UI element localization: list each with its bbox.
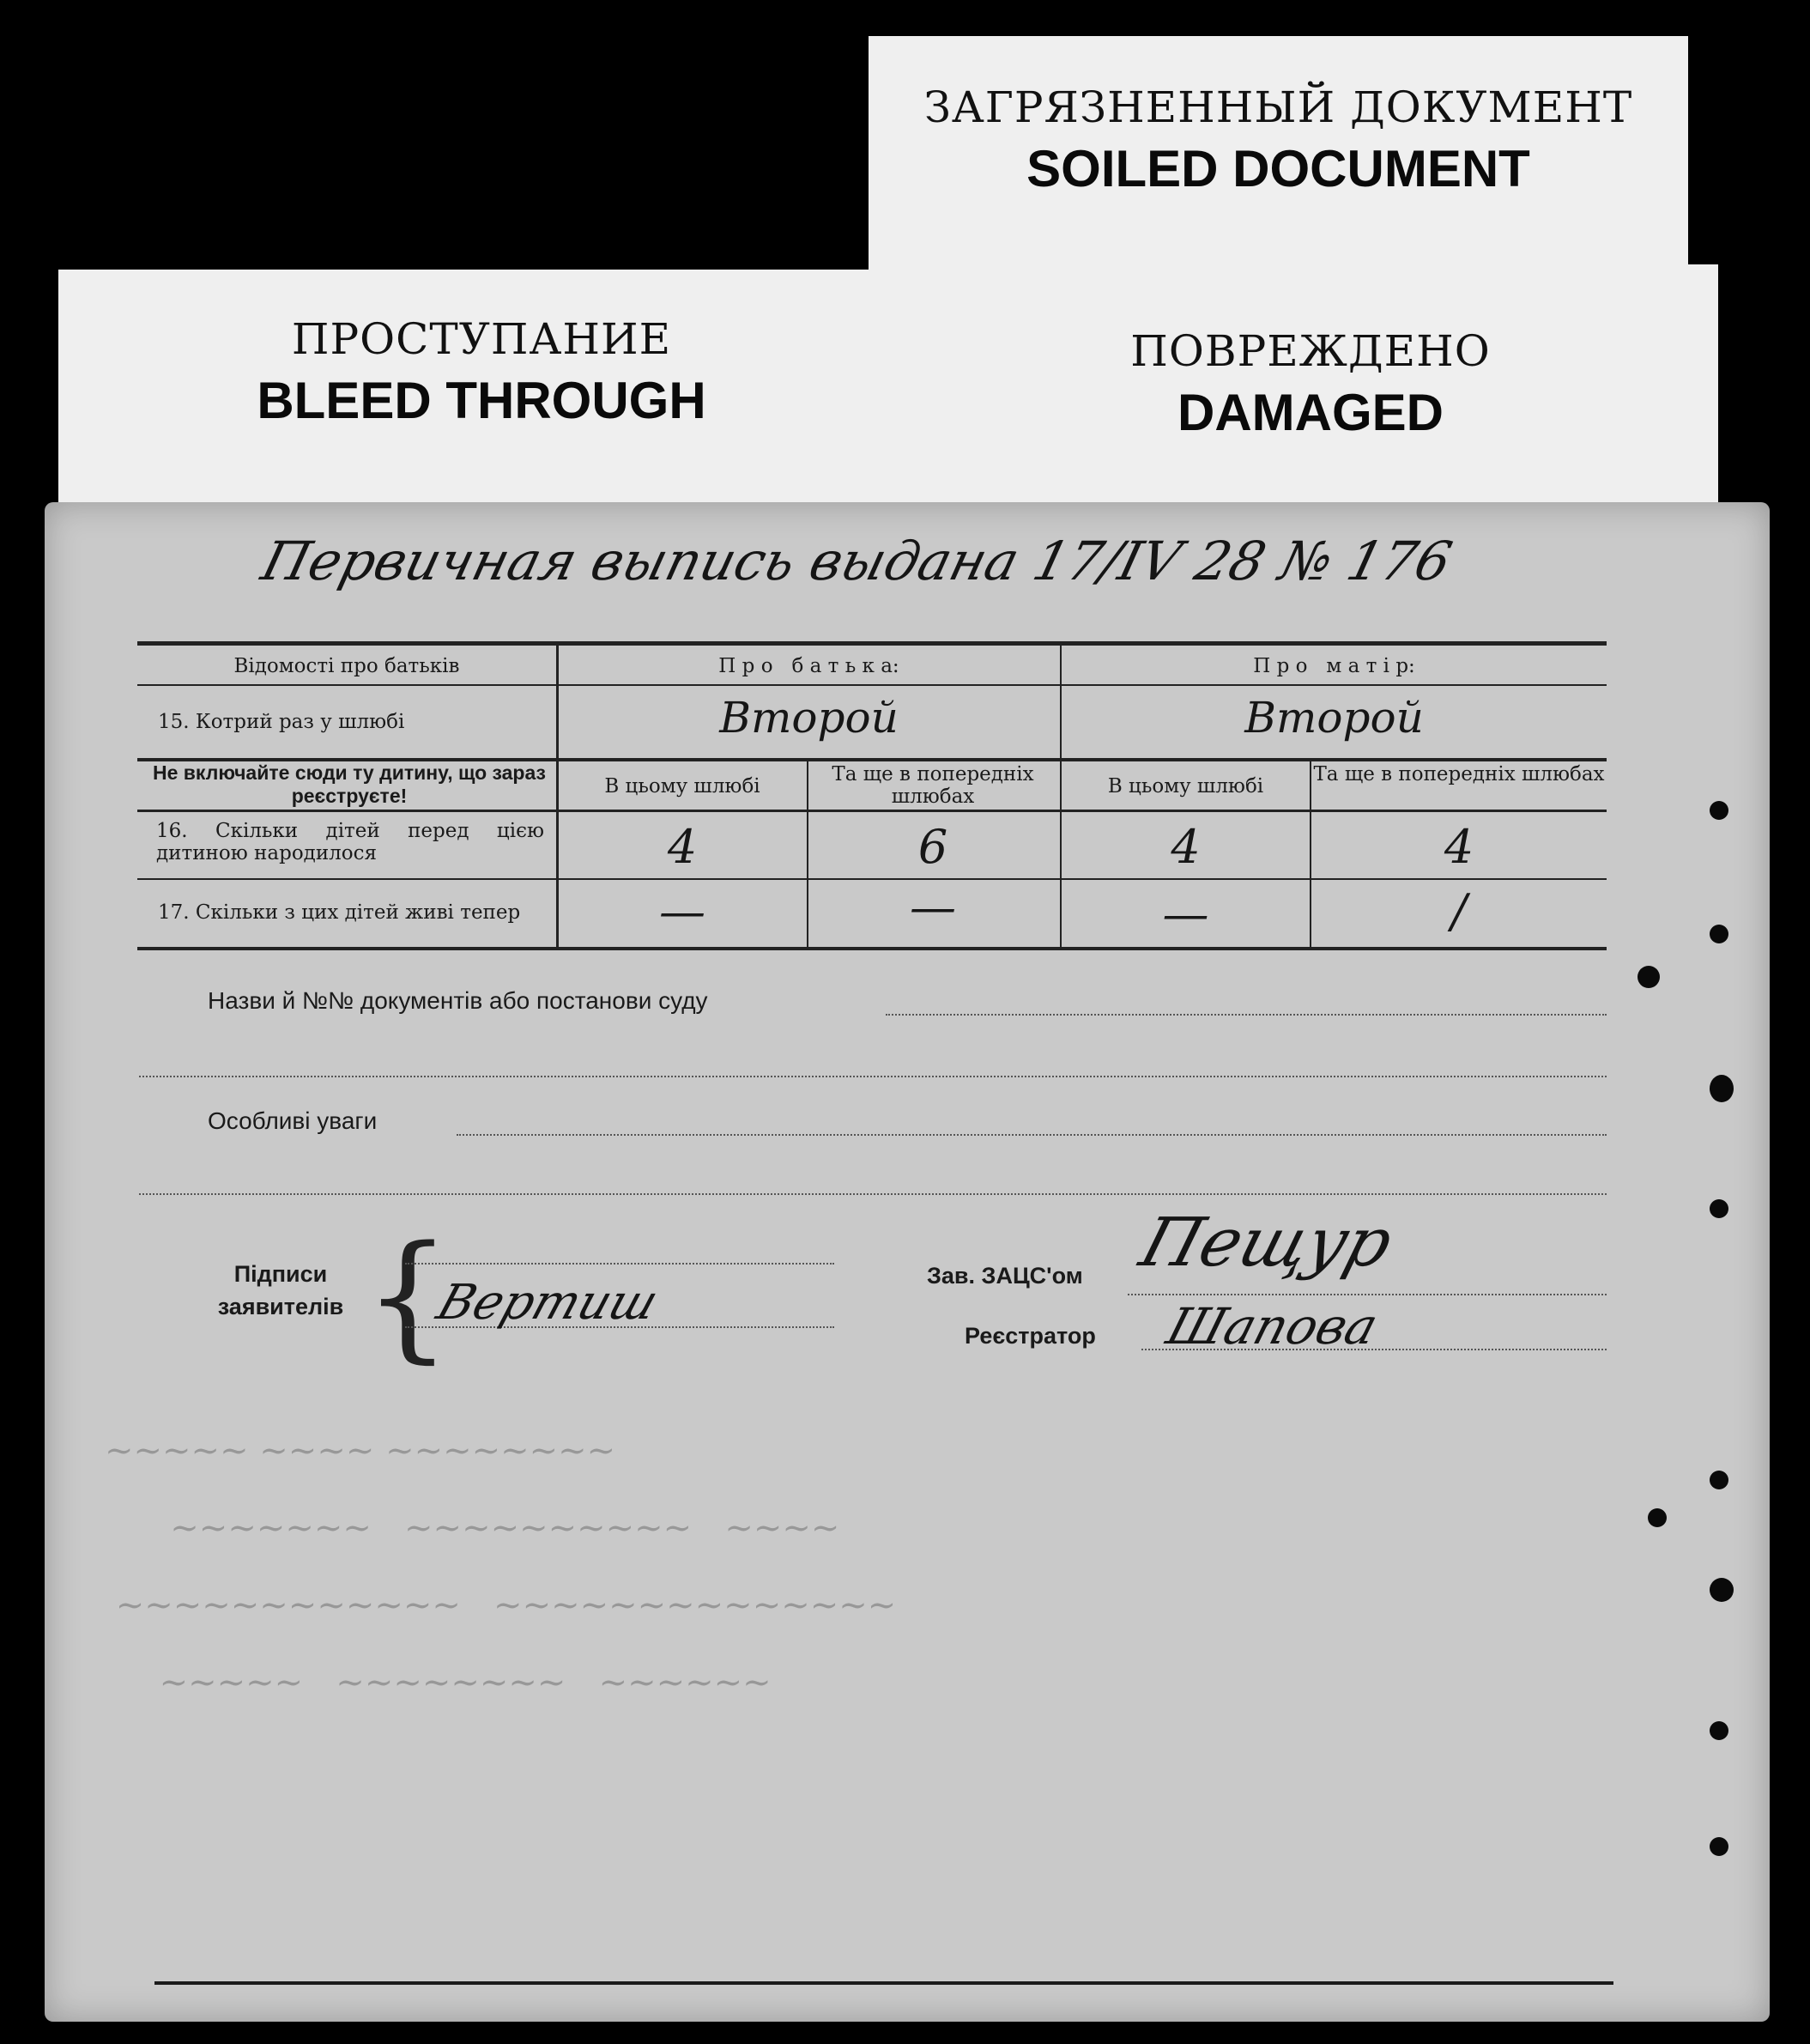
row16-father-previous: 6 xyxy=(917,820,948,874)
bleed-tag-en: BLEED THROUGH xyxy=(257,372,706,429)
registration-form-sheet xyxy=(45,502,1770,2022)
table-top-rule xyxy=(137,641,1607,646)
bleed-tag-ru: ПРОСТУПАНИЕ xyxy=(291,314,672,364)
row16-label: 16. Скільки дітей перед цією дитиною народилося xyxy=(156,820,544,864)
row17-father-this: — xyxy=(659,884,705,938)
remarks-label: Особливі уваги xyxy=(208,1107,378,1134)
header-parents-info: Відомості про батьків xyxy=(233,655,460,677)
soiled-document-tag xyxy=(869,36,1688,285)
registrar-line xyxy=(1141,1349,1607,1350)
row15-label: 15. Котрий раз у шлюбі xyxy=(158,711,405,733)
head-line xyxy=(1128,1294,1607,1295)
row16-father-this: 4 xyxy=(667,820,698,874)
head-signature: Пещур xyxy=(1132,1204,1401,1282)
row17-mother-previous: / xyxy=(1450,884,1468,938)
row16-mother-this: 4 xyxy=(1171,820,1201,874)
damaged-tag-ru: ПОВРЕЖДЕНО xyxy=(1130,326,1491,376)
header-mother: П р о м а т і р: xyxy=(1253,655,1415,677)
punch-hole xyxy=(1710,1075,1734,1102)
applicant-line-1 xyxy=(405,1263,834,1265)
punch-hole xyxy=(1648,1508,1667,1527)
exclude-child-warning: Не включайте сюди ту дитину, що зараз реєструєте! xyxy=(152,761,546,807)
punch-hole xyxy=(1637,966,1660,988)
punch-hole xyxy=(1710,1471,1728,1489)
row16-mother-previous: 4 xyxy=(1444,820,1474,874)
mother-previous-header: Та ще в попередніх шлюбах xyxy=(1313,763,1605,785)
documents-line xyxy=(886,1014,1607,1016)
header-father: П р о б а т ь к а: xyxy=(718,655,899,677)
father-this-marriage-header: В цьому шлюбі xyxy=(604,775,760,798)
head-label: Зав. ЗАЦС'ом xyxy=(927,1263,1083,1289)
damaged-tag xyxy=(903,264,1718,522)
documents-line-2 xyxy=(139,1076,1607,1077)
punch-hole xyxy=(1710,1578,1734,1602)
row17-label: 17. Скільки з цих дітей живі тепер xyxy=(158,901,521,924)
bleed-through-shadow: ~~~~~ ~~~~ ~~~~~~~~ ~~~~~~~ ~~~~~~~~~~ ~~~~ ~~~~~~~~~~~~ ~~~~~~~~~~~~~~ ~~~~~ ~~~~~~~~ ~~~~~~ xyxy=(105,1431,897,1702)
bottom-rule xyxy=(154,1981,1613,1985)
remarks-line xyxy=(457,1134,1607,1136)
table-rule xyxy=(137,810,1607,812)
damaged-tag-en: DAMAGED xyxy=(1177,384,1444,441)
row17-mother-this: — xyxy=(1162,887,1209,941)
punch-hole xyxy=(1710,1837,1728,1856)
soiled-tag-en: SOILED DOCUMENT xyxy=(1026,140,1530,197)
punch-hole xyxy=(1710,1199,1728,1218)
registrar-label: Реєстратор xyxy=(965,1323,1096,1349)
mother-this-marriage-header: В цьому шлюбі xyxy=(1107,775,1264,798)
table-bottom-rule xyxy=(137,947,1607,950)
registrar-signature: Шапова xyxy=(1160,1297,1385,1356)
brace: { xyxy=(364,1216,451,1376)
applicant-signature: Вертиш xyxy=(430,1275,665,1331)
table-rule xyxy=(137,684,1607,686)
punch-hole xyxy=(1710,925,1728,943)
row17-father-previous: — xyxy=(910,880,956,934)
handwritten-note: Первичная выпись выдана 17/IV 28 № 176 xyxy=(255,530,1458,592)
remarks-line-2 xyxy=(139,1193,1607,1195)
soiled-tag-ru: ЗАГРЯЗНЕННЫЙ ДОКУМЕНТ xyxy=(923,82,1633,132)
documents-label: Назви й №№ документів або постанови суду xyxy=(208,987,708,1014)
applicants-label: Підписи заявителів xyxy=(217,1261,344,1319)
father-previous-header: Та ще в попередніх шлюбах xyxy=(832,763,1034,808)
punch-hole xyxy=(1710,1721,1728,1740)
punch-hole xyxy=(1710,801,1728,820)
row15-father: Второй xyxy=(719,693,899,743)
row15-mother: Второй xyxy=(1244,693,1424,743)
bleed-through-tag xyxy=(58,270,905,519)
